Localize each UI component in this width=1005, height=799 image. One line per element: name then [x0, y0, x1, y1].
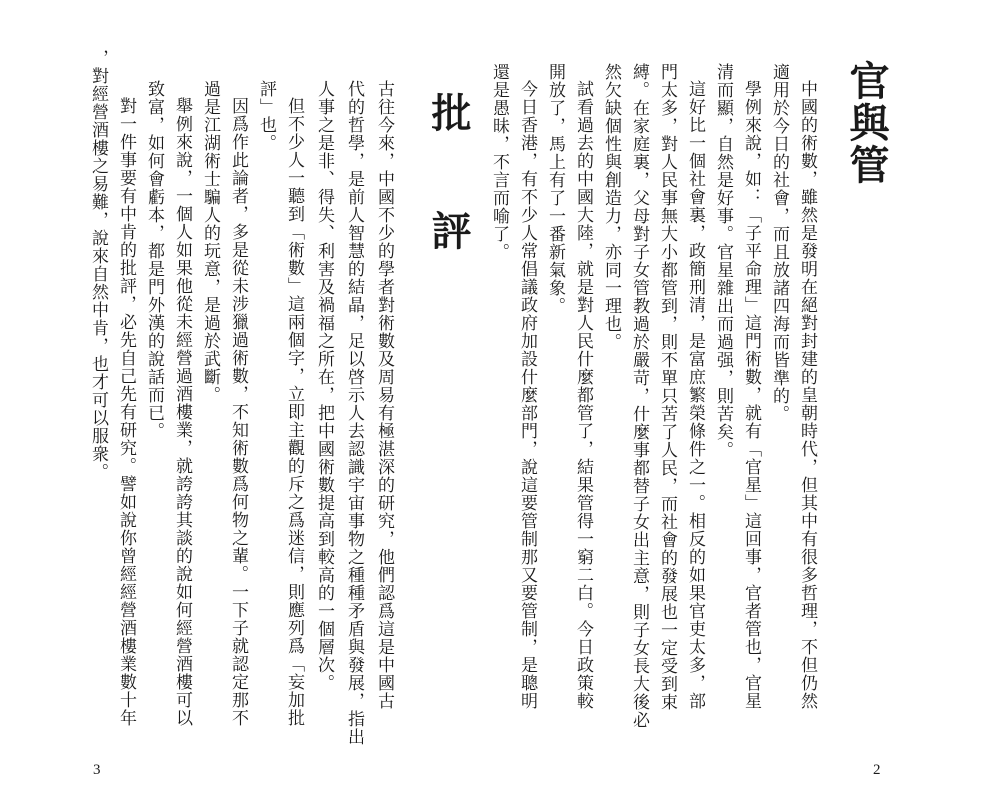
text-column: ，對經營酒樓之易難，說來自然中肯，也才可以服衆。 [88, 49, 108, 481]
text-column: 對一件事要有中肯的批評，必先自己先有研究。譬如說你曾經經營酒樓業數十年 [116, 97, 136, 727]
text-column: 門太多，對人民事無大小都管到，則不單只苦了人民，而社會的發展也一定受到束 [657, 63, 677, 711]
page-right [489, 0, 1005, 799]
text-column: 過是江湖術士騙人的玩意，是過於武斷。 [200, 80, 220, 404]
page-number: 3 [93, 762, 101, 778]
page-left [0, 0, 502, 799]
text-column: 致富，如何會虧本，都是門外漢的說話而已。 [144, 80, 164, 440]
page-title: 批 評 [425, 92, 471, 282]
page-title: 官與管 [843, 60, 889, 186]
text-column: 還是愚昧，不言而喻了。 [489, 63, 509, 261]
text-column: 古往今來，中國不少的學者對術數及周易有極湛深的研究，他們認爲這是中國古 [374, 80, 394, 710]
text-column: 評」也。 [256, 80, 276, 152]
text-column: 今日香港，有不少人常倡議政府加設什麼部門，說這要管制那又要管制，是聰明 [517, 80, 537, 710]
text-column: 代的哲學，是前人智慧的結晶，足以啓示人去認識宇宙事物之種種矛盾與發展，指出 [344, 80, 364, 746]
text-column: 適用於今日的社會，而且放諸四海而皆準的。 [769, 63, 789, 423]
text-column: 中國的術數，雖然是發明在絕對封建的皇朝時代，但其中有很多哲理，不但仍然 [797, 80, 817, 710]
text-column: 但不少人一聽到「術數」這兩個字，立即主觀的斥之爲迷信，則應列爲「妄加批 [284, 97, 304, 727]
text-column: 然欠缺個性與創造力，亦同一理也。 [601, 63, 621, 351]
text-column: 因爲作此論者，多是從未涉獵過術數，不知術數爲何物之輩。一下子就認定那不 [228, 97, 248, 727]
text-column: 縛。在家庭裏，父母對子女管教過於嚴苛，什麼事都替子女出主意，則子女長大後必 [629, 63, 649, 729]
text-column: 試看過去的中國大陸，就是對人民什麼都管了，結果管得一窮二白。今日政策較 [573, 80, 593, 710]
page-number: 2 [873, 762, 881, 778]
text-column: 舉例來說，一個人如果他從未經營過酒樓業，就誇誇其談的說如何經營酒樓可以 [172, 97, 192, 727]
text-column: 人事之是非、得失、利害及禍福之所在，把中國術數提高到較高的一個層次。 [314, 80, 334, 692]
text-column: 這好比一個社會裏，政簡刑清，是富庶繁榮條件之一。相反的如果官吏太多，部 [685, 80, 705, 710]
text-column: 學例來說，如：「子平命理」這門術數，就有「官星」這回事，官者管也，官星 [741, 80, 761, 710]
text-column: 開放了，馬上有了一番新氣象。 [545, 63, 565, 315]
text-column: 清而顯，自然是好事。官星雜出而過强，則苦矣。 [713, 63, 733, 459]
